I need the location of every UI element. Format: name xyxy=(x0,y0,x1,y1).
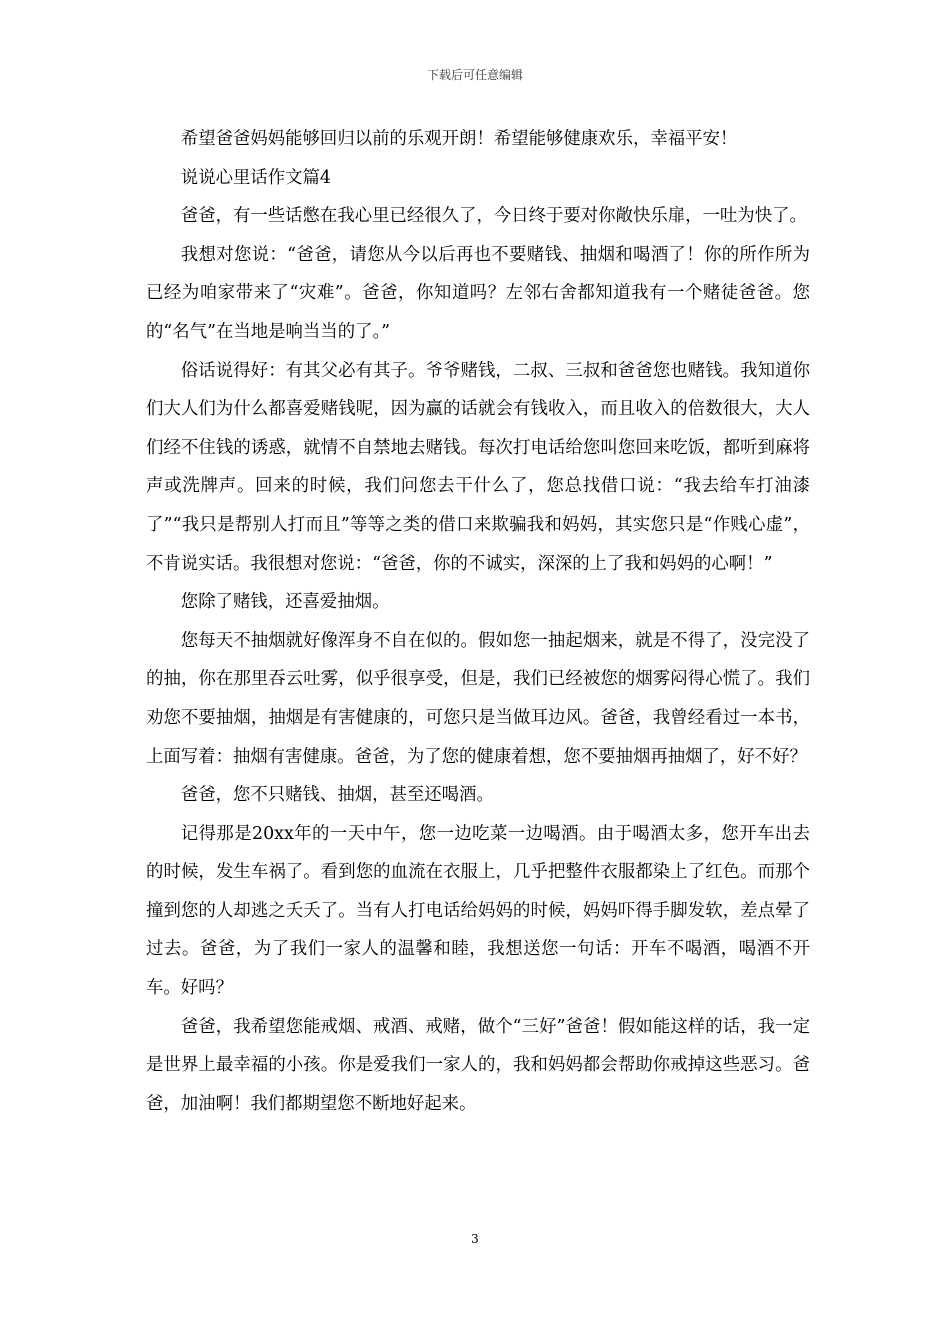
page-number: 3 xyxy=(471,1232,479,1246)
paragraph-accident: 记得那是20xx年的一天中午，您一边吃菜一边喝酒。由于喝酒太多，您开车出去的时候，发生车祸了。看到您的血流在衣服上，几乎把整件衣服都染上了红色。而那个撞到您的人却逃之夭夭了。当有人打电话给妈妈的时候，妈妈吓得手脚发软，差点晕了过去。爸爸，为了我们一家人的温馨和睦，我想送您一句话：开车不喝酒，喝酒不开车。好吗？ xyxy=(146,823,810,999)
paragraph-smoking-intro: 您除了赌钱，还喜爱抽烟。 xyxy=(180,592,390,613)
paragraph-smoking: 您每天不抽烟就好像浑身不自在似的。假如您一抽起烟来，就是不得了，没完没了的抽，你在那里吞云吐雾，似乎很享受，但是，我们已经被您的烟雾闷得心慌了。我们劝您不要抽烟，抽烟是有害健康的，可您只是当做耳边风。爸爸，我曾经看过一本书，上面写着：抽烟有害健康。爸爸，为了您的健康着想，您不要抽烟再抽烟了，好不好？ xyxy=(146,630,810,767)
paragraph-conclusion: 爸爸，我希望您能戒烟、戒酒、戒赌，做个“三好”爸爸！假如能这样的话，我一定是世界上最幸福的小孩。你是爱我们一家人的，我和妈妈都会帮助你戒掉这些恶习。爸爸，加油啊！我们都期望您不断地好起来。 xyxy=(146,1016,810,1114)
paragraph-drinking-intro: 爸爸，您不只赌钱、抽烟，甚至还喝酒。 xyxy=(180,785,494,806)
paragraph-wish: 希望爸爸妈妈能够回归以前的乐观开朗！希望能够健康欢乐，幸福平安！ xyxy=(180,129,738,149)
paragraph-intro: 爸爸，有一些话憋在我心里已经很久了，今日终于要对你敞快乐扉，一吐为快了。 xyxy=(180,206,807,227)
paragraph-gambling: 俗话说得好：有其父必有其子。爷爷赌钱，二叔、三叔和爸爸您也赌钱。我知道你们大人们为什么都喜爱赌钱呢，因为赢的话就会有钱收入，而且收入的倍数很大，大人们经不住钱的诱惑，就情不自禁地去赌钱。每次打电话给您叫您回来吃饭，都听到麻将声或洗牌声。回来的时候，我们问您去干什么了，您总找借口说：“我去给车打油漆了”“我只是帮别人打而且”等等之类的借口来欺骗我和妈妈，其实您只是“作贱心虚”，不肯说实话。我很想对您说：“爸爸，你的不诚实，深深的上了我和妈妈的心啊！” xyxy=(146,360,810,574)
document-body xyxy=(146,120,810,1123)
paragraph-plea: 我想对您说：“爸爸，请您从今以后再也不要赌钱、抽烟和喝酒了！你的所作所为已经为咱家带来了“灾难”。爸爸，你知道吗？左邻右舍都知道我有一个赌徒爸爸。您的“名气”在当地是响当当的了。” xyxy=(146,244,810,342)
page-header: 下载后可任意编辑 xyxy=(426,68,523,82)
section-title: 说说心里话作文篇4 xyxy=(180,167,331,188)
